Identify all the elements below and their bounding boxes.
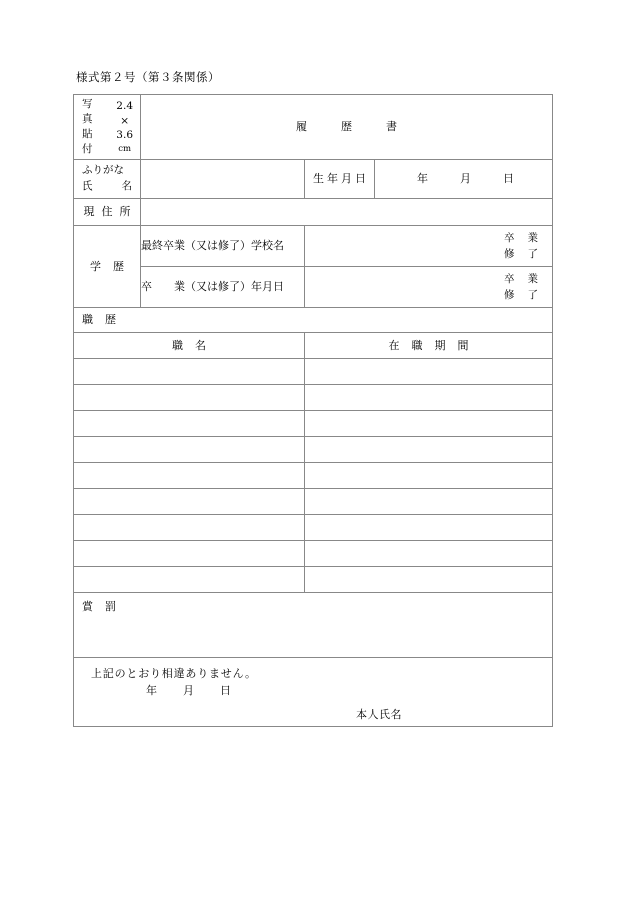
declaration-month-label: 月: [183, 684, 194, 697]
status-char: 卒: [504, 231, 515, 244]
table-row: [74, 359, 553, 385]
birthdate-day-label: 日: [503, 172, 514, 186]
job-period-cell[interactable]: [305, 463, 553, 489]
job-title-cell[interactable]: [74, 463, 305, 489]
education-section-label: 学歴: [74, 226, 141, 308]
awards-cell[interactable]: [74, 593, 553, 658]
job-title-cell[interactable]: [74, 359, 305, 385]
birthdate-month-label: 月: [460, 172, 471, 186]
declaration-date[interactable]: [146, 683, 231, 699]
document-title: 履歴書: [141, 95, 553, 160]
education-date-label: 卒 業（又は修了）年月日: [141, 267, 305, 308]
table-row: [74, 567, 553, 593]
job-title-cell[interactable]: [74, 385, 305, 411]
column-header-job-title: 職名: [74, 333, 305, 359]
status-char: 修: [504, 289, 515, 301]
job-period-cell[interactable]: [305, 359, 553, 385]
work-history-header-row: [74, 333, 553, 359]
table-row: [74, 411, 553, 437]
table-row: [74, 489, 553, 515]
address-row: [74, 199, 553, 226]
education-row-date: [74, 267, 553, 308]
job-period-cell[interactable]: [305, 489, 553, 515]
birthdate-year-label: 年: [417, 172, 428, 186]
photo-label-char: 付: [82, 142, 93, 155]
name-input-cell[interactable]: [141, 160, 305, 199]
photo-label-char: 写: [82, 98, 93, 111]
job-period-cell[interactable]: [305, 437, 553, 463]
photo-multiply-sign: ×: [120, 114, 130, 127]
photo-height: 3.6: [116, 129, 133, 142]
education-row-school: [74, 226, 553, 267]
declaration-cell: [74, 658, 553, 727]
status-char: 業: [527, 231, 539, 244]
work-history-section-label: 職歴: [82, 313, 128, 327]
status-char: 了: [527, 248, 539, 260]
work-history-section-row: [74, 308, 553, 333]
name-label-cell: [74, 160, 141, 199]
table-row: [74, 385, 553, 411]
awards-row: [74, 593, 553, 658]
title-row: [74, 95, 553, 160]
declaration-row: [74, 658, 553, 727]
work-history-section-label-cell: [74, 308, 553, 333]
job-title-cell[interactable]: [74, 515, 305, 541]
birthdate-label: 生年月日: [305, 160, 375, 199]
furigana-label: ふりがな: [82, 164, 124, 177]
photo-unit: cm: [118, 144, 132, 155]
education-school-label: 最終卒業（又は修了）学校名: [141, 226, 305, 267]
job-period-cell[interactable]: [305, 515, 553, 541]
name-label-part: 名: [121, 180, 132, 192]
job-title-cell[interactable]: [74, 411, 305, 437]
job-period-cell[interactable]: [305, 567, 553, 593]
job-period-cell[interactable]: [305, 411, 553, 437]
awards-section-label: 賞罰: [82, 600, 128, 613]
graduation-status-school: [305, 230, 552, 263]
photo-size-spec: [116, 99, 133, 156]
education-date-input-cell[interactable]: [305, 267, 553, 308]
status-char: 了: [527, 289, 539, 301]
table-row: [74, 437, 553, 463]
job-title-cell[interactable]: [74, 567, 305, 593]
declaration-day-label: 日: [220, 684, 231, 697]
status-char: 修: [504, 248, 515, 260]
form-code-label: 様式第２号（第３条関係）: [76, 70, 220, 84]
job-title-cell[interactable]: [74, 437, 305, 463]
job-period-cell[interactable]: [305, 541, 553, 567]
table-row: [74, 463, 553, 489]
job-title-cell[interactable]: [74, 489, 305, 515]
photo-label: [82, 97, 93, 157]
job-period-cell[interactable]: [305, 385, 553, 411]
education-school-input-cell[interactable]: [305, 226, 553, 267]
declaration-year-label: 年: [146, 684, 157, 697]
photo-width: 2.4: [116, 99, 133, 112]
signature-label: 本人氏名: [356, 708, 402, 721]
status-char: 業: [527, 272, 539, 285]
name-row: [74, 160, 553, 199]
declaration-statement: 上記のとおり相違ありません。: [91, 667, 257, 680]
photo-label-char: 真: [82, 113, 93, 126]
address-input-cell[interactable]: [141, 199, 553, 226]
column-header-period: 在職期間: [305, 333, 553, 359]
name-label-part: 氏: [82, 180, 93, 192]
address-label: 現住所: [74, 199, 141, 226]
resume-form-table: [73, 94, 553, 727]
table-row: [74, 515, 553, 541]
job-title-cell[interactable]: [74, 541, 305, 567]
photo-label-char: 貼: [82, 128, 93, 140]
graduation-status-date: [305, 271, 552, 304]
photo-paste-box[interactable]: [74, 95, 141, 160]
birthdate-input-cell[interactable]: [375, 160, 553, 199]
status-char: 卒: [504, 272, 515, 285]
table-row: [74, 541, 553, 567]
